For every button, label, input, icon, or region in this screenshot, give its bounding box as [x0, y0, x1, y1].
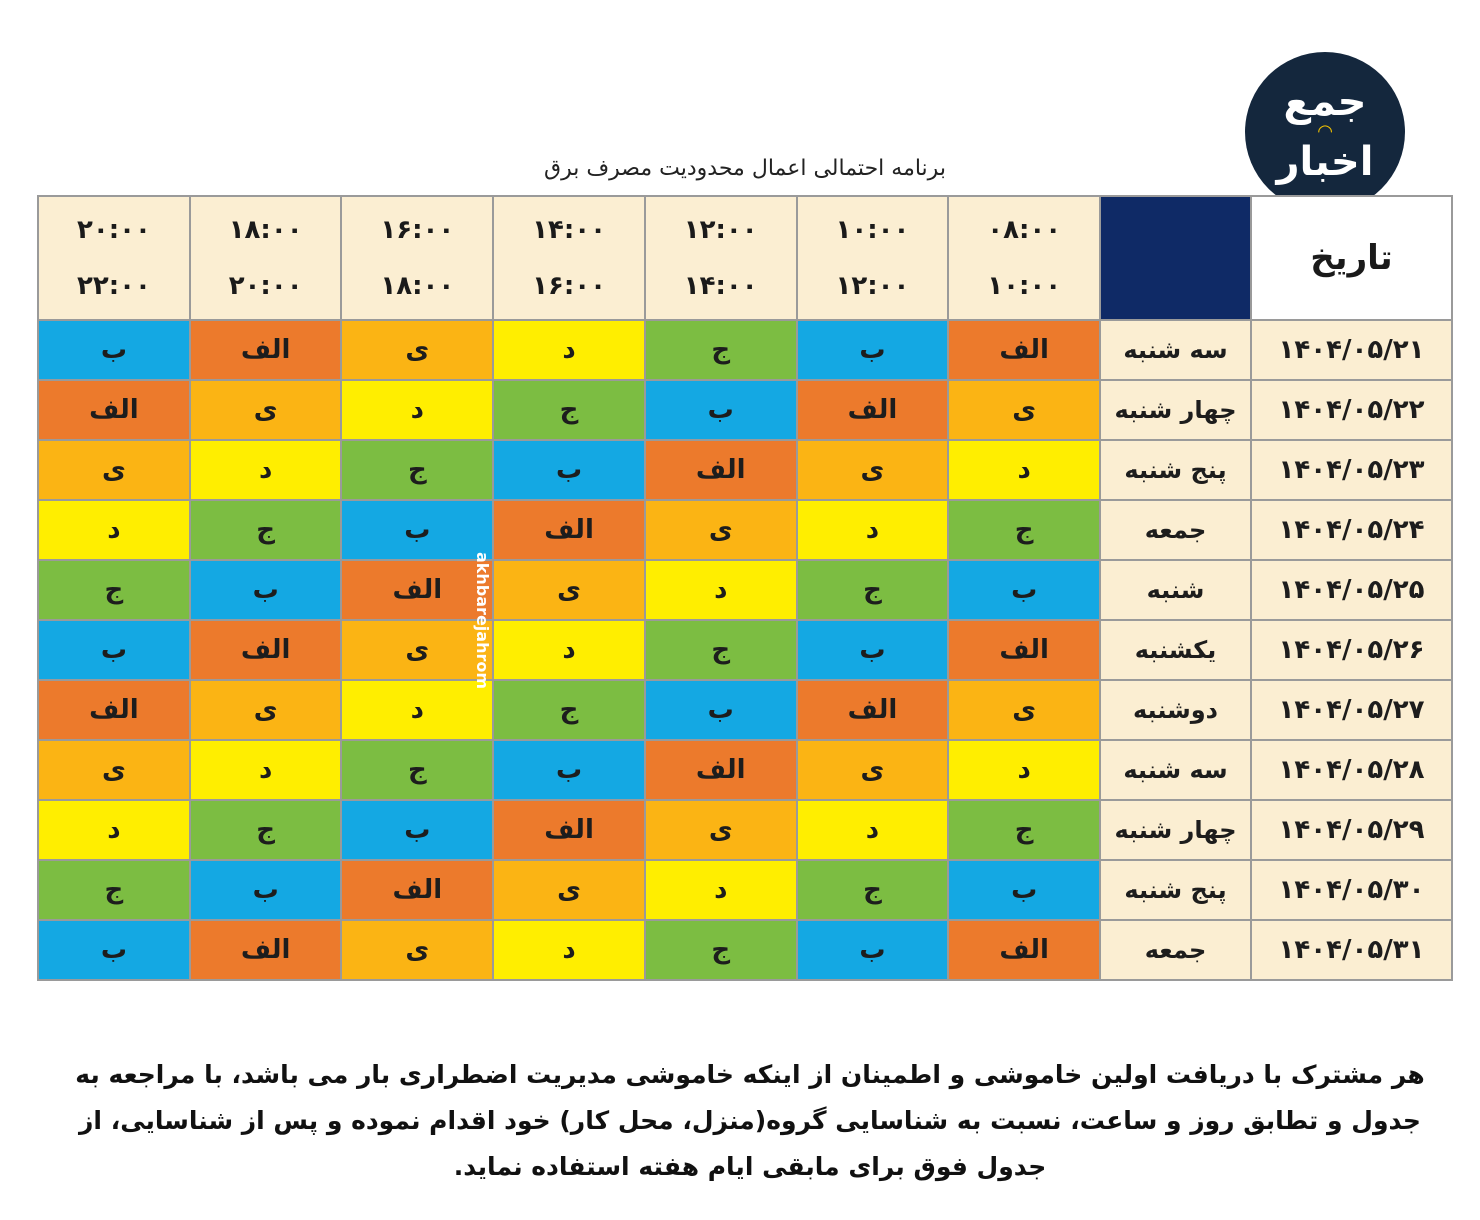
group-cell: الف	[797, 380, 949, 440]
day-cell: سه شنبه	[1100, 740, 1251, 800]
schedule-table	[37, 195, 1453, 981]
group-cell: ی	[38, 440, 190, 500]
time-slot-start: ۱۰:۰۰	[835, 215, 910, 245]
group-cell: د	[948, 440, 1100, 500]
date-cell: ۱۴۰۴/۰۵/۲۶	[1251, 620, 1452, 680]
group-cell: ب	[948, 560, 1100, 620]
time-slot-end: ۱۲:۰۰	[835, 271, 910, 301]
group-cell: د	[493, 320, 645, 380]
group-cell: الف	[948, 920, 1100, 980]
footer-note: هر مشترک با دریافت اولین خاموشی و اطمینان از اینکه خاموشی مدیریت اضطراری بار می باشد، با مراجعه به جدول و تطابق روز و ساعت، نسبت به شناسایی گروه(منزل، محل کار) خود اقدام نموده و پس از شناسایی، از جدول فوق برای مابقی ایام هفته استفاده نماید.	[75, 1060, 1425, 1181]
table-row	[38, 620, 1452, 680]
group-cell: ی	[493, 560, 645, 620]
group-cell: الف	[190, 320, 342, 380]
table-row	[38, 860, 1452, 920]
group-cell: د	[493, 920, 645, 980]
table-row	[38, 380, 1452, 440]
schedule-body	[38, 320, 1452, 980]
table-row	[38, 320, 1452, 380]
table-row	[38, 800, 1452, 860]
time-slot-header	[38, 196, 190, 320]
group-cell: ج	[190, 500, 342, 560]
group-cell: الف	[645, 440, 797, 500]
group-cell: ی	[948, 680, 1100, 740]
group-cell: ی	[341, 620, 493, 680]
watermark	[470, 520, 496, 720]
group-cell: ب	[797, 320, 949, 380]
group-cell: ی	[645, 800, 797, 860]
site-logo	[1245, 52, 1405, 212]
group-cell: الف	[948, 620, 1100, 680]
table-row	[38, 920, 1452, 980]
group-cell: ج	[797, 860, 949, 920]
time-slot-start: ۱۴:۰۰	[532, 215, 606, 245]
time-slot-start: ۱۶:۰۰	[380, 215, 455, 245]
time-slot-start: ۰۸:۰۰	[987, 215, 1062, 245]
wifi-icon: ◠	[1318, 121, 1332, 142]
group-cell: د	[797, 500, 949, 560]
time-slot-start: ۱۲:۰۰	[683, 215, 758, 245]
date-cell: ۱۴۰۴/۰۵/۳۱	[1251, 920, 1452, 980]
group-cell: ب	[645, 380, 797, 440]
group-cell: د	[948, 740, 1100, 800]
time-slot-end: ۲۰:۰۰	[228, 271, 303, 301]
group-cell: د	[797, 800, 949, 860]
page-title: برنامه احتمالی اعمال محدودیت مصرف برق	[544, 156, 946, 181]
group-cell: الف	[38, 380, 190, 440]
table-row	[38, 560, 1452, 620]
group-cell: ج	[797, 560, 949, 620]
group-cell: ب	[948, 860, 1100, 920]
group-cell: ی	[493, 860, 645, 920]
date-cell: ۱۴۰۴/۰۵/۲۲	[1251, 380, 1452, 440]
time-slot-header	[493, 196, 645, 320]
date-column-header: تاریخ	[1251, 196, 1452, 320]
date-cell: ۱۴۰۴/۰۵/۲۷	[1251, 680, 1452, 740]
group-cell: د	[493, 620, 645, 680]
table-row	[38, 440, 1452, 500]
date-cell: ۱۴۰۴/۰۵/۲۵	[1251, 560, 1452, 620]
group-cell: ب	[493, 440, 645, 500]
group-cell: ب	[493, 740, 645, 800]
group-cell: ب	[190, 560, 342, 620]
time-slot-header	[190, 196, 342, 320]
logo-text-line1: جمع	[1283, 79, 1367, 125]
group-cell: ج	[948, 500, 1100, 560]
group-cell: ب	[645, 680, 797, 740]
group-cell: الف	[341, 860, 493, 920]
group-cell: د	[190, 740, 342, 800]
group-cell: ج	[38, 560, 190, 620]
logo-text-line2: اخبار	[1276, 139, 1374, 185]
group-cell: ج	[948, 800, 1100, 860]
group-cell: ی	[190, 680, 342, 740]
day-cell: چهار شنبه	[1100, 800, 1251, 860]
date-cell: ۱۴۰۴/۰۵/۲۸	[1251, 740, 1452, 800]
group-cell: د	[645, 560, 797, 620]
group-cell: ب	[190, 860, 342, 920]
time-slot-end: ۱۸:۰۰	[380, 271, 455, 301]
group-cell: الف	[38, 680, 190, 740]
date-cell: ۱۴۰۴/۰۵/۲۴	[1251, 500, 1452, 560]
table-row	[38, 740, 1452, 800]
group-cell: ب	[797, 620, 949, 680]
group-cell: د	[341, 680, 493, 740]
time-slot-header	[645, 196, 797, 320]
group-cell: ی	[341, 320, 493, 380]
group-cell: ج	[493, 680, 645, 740]
group-cell: ج	[38, 860, 190, 920]
group-cell: ب	[797, 920, 949, 980]
group-cell: الف	[190, 920, 342, 980]
date-cell: ۱۴۰۴/۰۵/۲۳	[1251, 440, 1452, 500]
group-cell: ج	[645, 920, 797, 980]
day-cell: جمعه	[1100, 500, 1251, 560]
group-cell: الف	[645, 740, 797, 800]
group-cell: د	[190, 440, 342, 500]
group-cell: الف	[190, 620, 342, 680]
group-cell: د	[341, 380, 493, 440]
group-cell: ی	[797, 440, 949, 500]
group-cell: ی	[190, 380, 342, 440]
group-cell: الف	[493, 800, 645, 860]
day-cell: پنج شنبه	[1100, 440, 1251, 500]
group-cell: ی	[38, 740, 190, 800]
group-cell: ج	[190, 800, 342, 860]
group-cell: الف	[797, 680, 949, 740]
group-cell: الف	[948, 320, 1100, 380]
time-slot-end: ۲۲:۰۰	[76, 271, 151, 301]
group-cell: الف	[493, 500, 645, 560]
group-cell: ب	[38, 920, 190, 980]
group-cell: ی	[797, 740, 949, 800]
group-cell: الف	[341, 560, 493, 620]
day-cell: پنج شنبه	[1100, 860, 1251, 920]
date-cell: ۱۴۰۴/۰۵/۲۱	[1251, 320, 1452, 380]
day-cell: شنبه	[1100, 560, 1251, 620]
group-cell: ی	[645, 500, 797, 560]
time-slot-header	[797, 196, 949, 320]
group-cell: ب	[341, 800, 493, 860]
watermark-text: akhbarejahrom	[473, 551, 493, 689]
group-cell: ج	[645, 320, 797, 380]
time-slot-end: ۱۶:۰۰	[532, 271, 606, 301]
date-cell: ۱۴۰۴/۰۵/۲۹	[1251, 800, 1452, 860]
group-cell: ج	[645, 620, 797, 680]
time-slot-start: ۲۰:۰۰	[76, 215, 151, 245]
day-cell: جمعه	[1100, 920, 1251, 980]
day-cell: سه شنبه	[1100, 320, 1251, 380]
group-cell: ی	[948, 380, 1100, 440]
date-cell: ۱۴۰۴/۰۵/۳۰	[1251, 860, 1452, 920]
day-cell: چهار شنبه	[1100, 380, 1251, 440]
time-slot-header	[948, 196, 1100, 320]
group-cell: ج	[341, 440, 493, 500]
group-cell: د	[645, 860, 797, 920]
group-cell: ب	[341, 500, 493, 560]
header-row	[38, 196, 1452, 320]
day-cell: یکشنبه	[1100, 620, 1251, 680]
day-cell: دوشنبه	[1100, 680, 1251, 740]
time-slot-start: ۱۸:۰۰	[228, 215, 303, 245]
group-cell: ب	[38, 620, 190, 680]
time-slot-header	[341, 196, 493, 320]
group-cell: د	[38, 500, 190, 560]
time-slot-end: ۱۴:۰۰	[683, 271, 758, 301]
table-row	[38, 680, 1452, 740]
group-cell: ب	[38, 320, 190, 380]
group-cell: ج	[493, 380, 645, 440]
table-row	[38, 500, 1452, 560]
group-cell: د	[38, 800, 190, 860]
time-slot-end: ۱۰:۰۰	[987, 271, 1062, 301]
group-cell: ج	[341, 740, 493, 800]
day-column-header	[1100, 196, 1251, 320]
group-cell: ی	[341, 920, 493, 980]
